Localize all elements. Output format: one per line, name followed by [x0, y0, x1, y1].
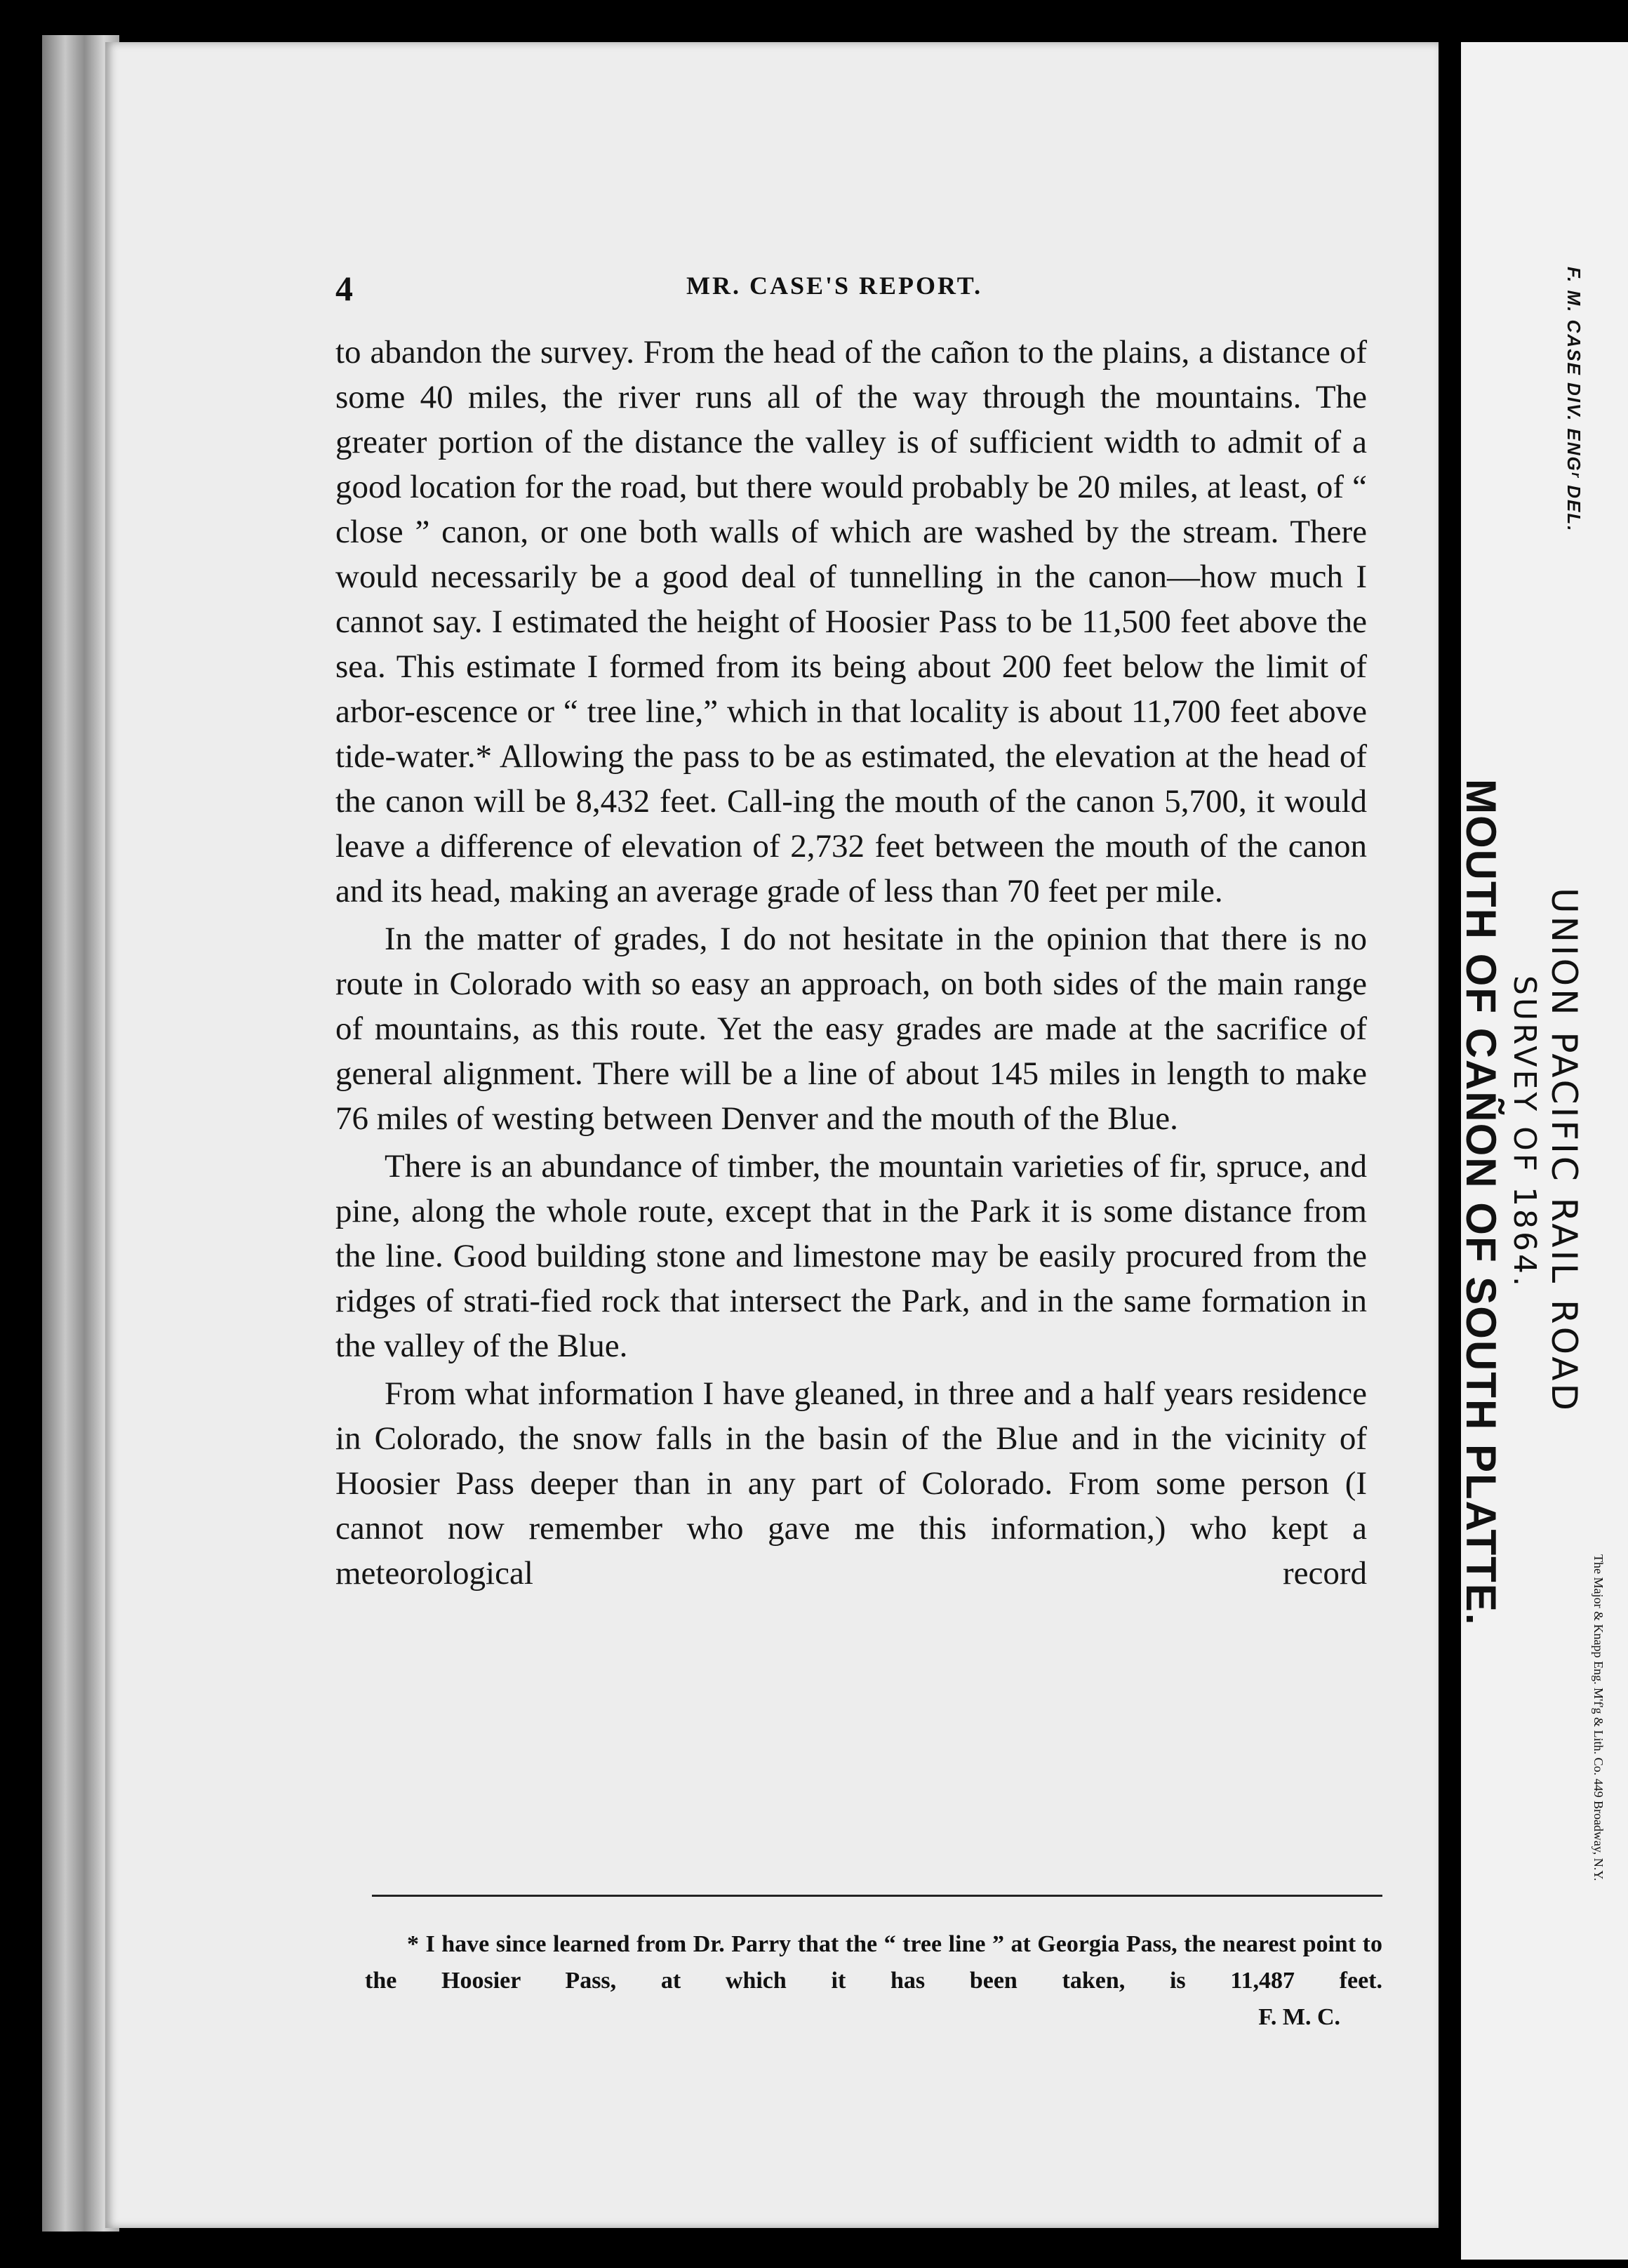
map-draftsman-credit: F. M. CASE DIV. ENGʳ DEL.	[1563, 267, 1584, 533]
footnote-rule	[372, 1895, 1382, 1897]
paragraph-timber: There is an abundance of timber, the mountain varieties of fir, spruce, and pine, along the whole route, except that in the Park it is some distance from the line. Good building stone and limestone may be easily procured from the ridges of strati-fied rock that intersect the Park, and in the same formation in the valley of the Blue.	[335, 1148, 1367, 1364]
paragraph-grades: In the matter of grades, I do not hesitate in the opinion that there is no route in Colorado with so easy an approach, on both sides of the main range of mountains, as this route. Yet the easy grades are made at the sacrifice of general alignment. There will be a line of about 145 miles in length to make 76 miles of westing between Denver and the mouth of the Blue.	[335, 921, 1367, 1137]
body-text	[335, 330, 1367, 1599]
map-title-line-3: MOUTH OF CAÑON OF SOUTH PLATTE.	[1457, 779, 1504, 1627]
paragraph-continued: to abandon the survey. From the head of the cañon to the plains, a distance of some 40 miles, the river runs all of the way through the mountains. The greater portion of the distance the valley is of sufficient width to admit of a good location for the road, but there would probably be 20 miles, at least, of “ close ” canon, or one both walls of which are washed by the stream. There would necessarily be a good deal of tunnelling in the canon—how much I cannot say. I estimated the height of Hoosier Pass to be 11,500 feet above the sea. This estimate I formed from its being about 200 feet below the limit of arbor-escence or “ tree line,” which in that locality is about 11,700 feet above tide-water.* Allowing the pass to be as estimated, the elevation at the head of the canon will be 8,432 feet. Call-ing the mouth of the canon 5,700, it would leave a difference of elevation of 2,732 feet between the mouth of the canon and its head, making an average grade of less than 70 feet per mile.	[335, 334, 1367, 909]
running-title: MR. CASE'S REPORT.	[686, 272, 983, 300]
map-title-line-1: UNION PACIFIC RAIL ROAD	[1544, 888, 1584, 1413]
footnote-text: * I have since learned from Dr. Parry that the “ tree line ” at Georgia Pass, the nearest point to the Hoosier Pass, at which it has been taken, is 11,487 feet.	[365, 1931, 1382, 1994]
map-lithographer-credit: The Major & Knapp Eng. M'f'g & Lith. Co. 449 Broadway, N.Y.	[1592, 1554, 1606, 1881]
footnote-signature: F. M. C.	[1258, 2004, 1340, 2030]
paragraph-snow: From what information I have gleaned, in three and a half years residence in Colorado, the snow falls in the basin of the Blue and in the vicinity of Hoosier Pass deeper than in any part of Colorado. From some person (I cannot now remember who gave me this information,) who kept a meteorological record	[335, 1375, 1367, 1592]
running-head	[335, 268, 1367, 310]
map-title-line-2: SURVEY OF 1864.	[1507, 975, 1542, 1289]
page-number: 4	[335, 269, 353, 308]
footnote	[365, 1926, 1382, 2036]
